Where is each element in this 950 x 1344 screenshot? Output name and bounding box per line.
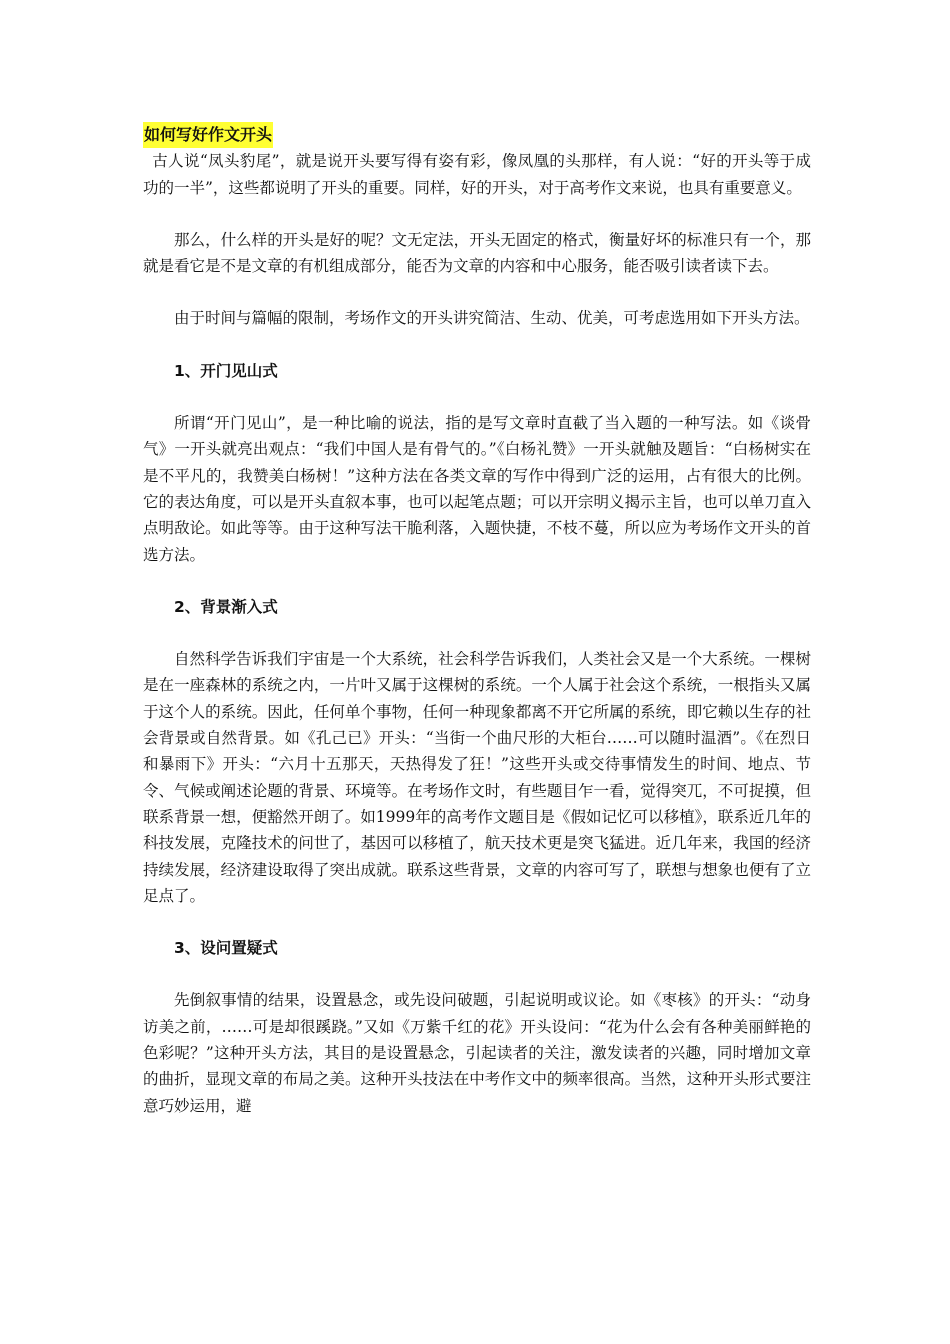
paragraph-gap	[143, 279, 811, 305]
section-heading-2: 2、背景渐入式	[174, 597, 278, 616]
section-heading-1: 1、开门见山式	[174, 361, 278, 380]
paragraph-gap	[143, 384, 811, 410]
paragraph-gap	[143, 620, 811, 646]
criteria-paragraph: 那么，什么样的开头是好的呢？文无定法，开头无固定的格式，衡量好坏的标准只有一个，那就是看它是不是文章的有机组成部分，能否为文章的内容和中心服务，能否吸引读者读下去。	[143, 230, 811, 276]
methods-intro-paragraph: 由于时间与篇幅的限制，考场作文的开头讲究简洁、生动、优美，可考虑选用如下开头方法。	[174, 309, 810, 328]
document-page	[143, 122, 811, 1119]
document-title: 如何写好作文开头	[143, 122, 273, 148]
section-body-2: 自然科学告诉我们宇宙是一个大系统，社会科学告诉我们，人类社会又是一个大系统。一棵树是在一座森林的系统之内，一片叶又属于这棵树的系统。一个人属于社会这个系统，一根指头又属于这个人的系统。因此，任何单个事物，任何一种现象都离不开它所属的系统，即它赖以生存的社会背景或自然背景。如《孔己已》开头：“当街一个曲尺形的大柜台……可以随时温酒”。《在烈日和暴雨下》开头：“六月十五那天，天热得发了狂！”这些开头或交待事情发生的时间、地点、节令、气候或阐述论题的背景、环境等。在考场作文时，有些题目乍一看，觉得突兀，不可捉摸，但联系背景一想，便豁然开朗了。如1999年的高考作文题目是《假如记忆可以移植》，联系近几年的科技发展，克隆技术的问世了，基因可以移植了，航天技术更是突飞猛进。近几年来，我国的经济持续发展，经济建设取得了突出成就。联系这些背景，文章的内容可写了，联想与想象也便有了立足点了。	[143, 650, 811, 905]
section-body-1: 所谓“开门见山”，是一种比喻的说法，指的是写文章时直截了当入题的一种写法。如《谈骨气》一开头就亮出观点：“我们中国人是有骨气的。”《白杨礼赞》一开头就触及题旨：“白杨树实在是不平凡的，我赞美白杨树！”这种方法在各类文章的写作中得到广泛的运用，占有很大的比例。它的表达角度，可以是开头直叙本事，也可以起笔点题；可以开宗明义揭示主旨，也可以单刀直入点明敌论。如此等等。由于这种写法干脆利落，入题快捷，不枝不蔓，所以应为考场作文开头的首选方法。	[143, 414, 811, 564]
paragraph-gap	[143, 568, 811, 594]
paragraph-gap	[143, 332, 811, 358]
paragraph-gap	[143, 201, 811, 227]
paragraph-gap	[143, 961, 811, 987]
section-heading-3: 3、设问置疑式	[174, 939, 278, 958]
intro-paragraph: 古人说“凤头豹尾”，就是说开头要写得有姿有彩，像凤凰的头那样，有人说：“好的开头等于成功的一半”，这些都说明了开头的重要。同样，好的开头，对于高考作文来说，也具有重要意义。	[143, 152, 811, 197]
paragraph-gap	[143, 909, 811, 935]
section-body-3: 先倒叙事情的结果，设置悬念，或先设问破题，引起说明或议论。如《枣核》的开头：“动身访美之前，……可是却很蹊跷。”又如《万紫千红的花》开头设问：“花为什么会有各种美丽鲜艳的色彩呢？”这种开头方法，其目的是设置悬念，引起读者的关注，激发读者的兴趣，同时增加文章的曲折，显现文章的布局之美。这种开头技法在中考作文中的频率很高。当然，这种开头形式要注意巧妙运用，避	[143, 991, 811, 1115]
